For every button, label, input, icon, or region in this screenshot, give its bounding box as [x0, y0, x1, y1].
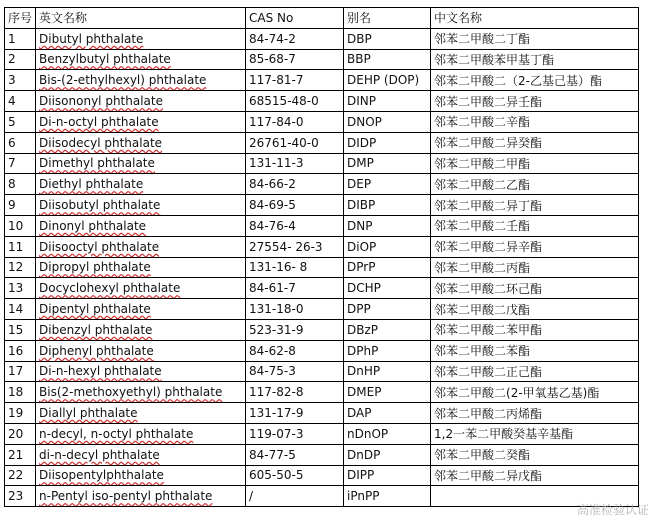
table-cell	[344, 49, 431, 70]
row-english-name: Diisobutyl phthalate	[39, 198, 161, 213]
table-cell	[431, 174, 639, 195]
table-cell	[36, 174, 246, 195]
row-english-name: Dimethyl phthalate	[39, 156, 155, 171]
table-row	[5, 132, 639, 153]
row-english-name: di-n-decyl phthalate	[39, 447, 160, 462]
table-cell	[431, 257, 639, 278]
row-alias: DMEP	[347, 385, 382, 400]
table-cell	[246, 174, 344, 195]
table-cell	[344, 403, 431, 424]
row-english-name: Diisopentylphthalate	[39, 468, 164, 483]
row-english-name: n-Pentyl iso-pentyl phthalate	[39, 489, 213, 504]
phthalate-table	[4, 7, 639, 507]
table-cell	[246, 215, 344, 236]
row-cas-no: 605-50-5	[249, 468, 304, 483]
table-cell	[36, 132, 246, 153]
row-alias: iPnPP	[347, 489, 380, 504]
table-cell	[36, 49, 246, 70]
table-cell	[431, 423, 639, 444]
table-row	[5, 299, 639, 320]
row-chinese-name: 邻苯二甲酸二甲酯	[434, 156, 531, 171]
table-cell	[246, 28, 344, 49]
row-chinese-name: 邻苯二甲酸二丁酯	[434, 32, 531, 47]
table-cell	[36, 257, 246, 278]
row-chinese-name: 邻苯二甲酸苯甲基丁酯	[434, 52, 555, 67]
table-cell	[5, 215, 36, 236]
table-cell	[5, 444, 36, 465]
table-cell	[36, 215, 246, 236]
table-cell	[431, 49, 639, 70]
row-chinese-name: 邻苯二甲酸二正己酯	[434, 364, 543, 379]
table-cell	[344, 91, 431, 112]
table-cell	[36, 444, 246, 465]
table-cell	[246, 465, 344, 486]
row-chinese-name: 1,2一苯二甲酸癸基辛基酯	[434, 427, 574, 442]
table-cell	[344, 382, 431, 403]
row-cas-no: 84-74-2	[249, 31, 296, 46]
row-index: 10	[8, 218, 24, 233]
row-chinese-name: 邻苯二甲酸二丙烯酯	[434, 406, 543, 421]
row-alias: DNP	[347, 218, 373, 233]
table-cell	[431, 70, 639, 91]
table-cell	[36, 382, 246, 403]
row-index: 11	[8, 239, 24, 254]
table-cell	[36, 28, 246, 49]
table-cell	[344, 423, 431, 444]
row-chinese-name: 邻苯二甲酸二异辛酯	[434, 240, 543, 255]
table-cell	[431, 403, 639, 424]
row-index: 12	[8, 260, 24, 275]
table-cell	[344, 28, 431, 49]
row-chinese-name: 邻苯二甲酸二丙酯	[434, 260, 531, 275]
row-alias: DPrP	[347, 260, 376, 275]
row-english-name: Diphenyl phthalate	[39, 343, 154, 358]
row-alias: nDnOP	[347, 426, 389, 441]
watermark-text: 高准检验认证	[576, 503, 649, 517]
row-alias: DIPP	[347, 468, 375, 483]
table-cell	[36, 340, 246, 361]
row-chinese-name: 邻苯二甲酸二环己酯	[434, 281, 543, 296]
table-cell	[5, 382, 36, 403]
table-cell	[431, 319, 639, 340]
row-cas-no: 84-75-3	[249, 364, 296, 379]
table-row	[5, 91, 639, 112]
table-row	[5, 70, 639, 91]
row-index: 5	[8, 114, 16, 129]
table-cell	[5, 70, 36, 91]
row-index: 1	[8, 31, 16, 46]
table-row	[5, 236, 639, 257]
table-cell	[344, 340, 431, 361]
table-row	[5, 195, 639, 216]
row-alias: DBP	[347, 31, 372, 46]
table-cell	[5, 299, 36, 320]
row-english-name: Dipropyl phthalate	[39, 260, 151, 275]
table-cell	[5, 132, 36, 153]
table-cell	[246, 49, 344, 70]
table-cell	[246, 340, 344, 361]
table-row	[5, 361, 639, 382]
row-chinese-name: 邻苯二甲酸二异戊酯	[434, 468, 543, 483]
table-cell	[431, 361, 639, 382]
row-cas-no: 131-17-9	[249, 406, 304, 421]
table-cell	[246, 70, 344, 91]
row-alias: DEHP (DOP)	[347, 73, 420, 88]
row-chinese-name: 邻苯二甲酸二(2-甲氧基乙基)酯	[434, 385, 600, 400]
table-cell	[36, 195, 246, 216]
row-index: 3	[8, 73, 16, 88]
table-cell	[5, 486, 36, 507]
table-cell	[344, 465, 431, 486]
row-english-name: Dibenzyl phthalate	[39, 322, 153, 337]
row-alias: BBP	[347, 52, 371, 67]
row-english-name: Bis(2-methoxyethyl) phthalate	[39, 385, 223, 400]
row-index: 7	[8, 156, 16, 171]
table-cell	[344, 299, 431, 320]
table-cell	[246, 361, 344, 382]
row-chinese-name: 邻苯二甲酸二乙酯	[434, 177, 531, 192]
table-cell	[36, 153, 246, 174]
table-row	[5, 153, 639, 174]
row-english-name: Diallyl phthalate	[39, 406, 138, 421]
row-cas-no: 84-69-5	[249, 198, 296, 213]
table-cell	[344, 486, 431, 507]
watermark	[577, 501, 649, 518]
table-cell	[344, 195, 431, 216]
table-cell	[5, 28, 36, 49]
row-cas-no: /	[249, 489, 254, 504]
row-index: 19	[8, 406, 24, 421]
table-cell	[246, 403, 344, 424]
row-cas-no: 27554- 26-3	[249, 239, 323, 254]
row-english-name: Dipentyl phthalate	[39, 302, 151, 317]
table-cell	[36, 319, 246, 340]
table-cell	[246, 195, 344, 216]
table-cell	[344, 319, 431, 340]
row-english-name: Di-n-octyl phthalate	[39, 114, 159, 129]
row-alias: DPhP	[347, 343, 379, 358]
table-cell	[246, 257, 344, 278]
table-cell	[344, 236, 431, 257]
row-alias: DiOP	[347, 239, 377, 254]
table-cell	[5, 195, 36, 216]
row-index: 6	[8, 135, 16, 150]
row-alias: DAP	[347, 406, 372, 421]
table-cell	[5, 236, 36, 257]
row-cas-no: 131-11-3	[249, 156, 304, 171]
row-chinese-name: 邻苯二甲酸二壬酯	[434, 219, 531, 234]
table-row	[5, 319, 639, 340]
row-english-name: Benzylbutyl phthalate	[39, 52, 171, 67]
table-row	[5, 444, 639, 465]
row-index: 2	[8, 52, 16, 67]
table-cell	[246, 91, 344, 112]
row-chinese-name: 邻苯二甲酸二异癸酯	[434, 136, 543, 151]
table-cell	[246, 132, 344, 153]
table-cell	[36, 486, 246, 507]
row-index: 20	[8, 426, 24, 441]
row-alias: DCHP	[347, 281, 381, 296]
table-row	[5, 465, 639, 486]
table-cell	[36, 361, 246, 382]
table-cell	[431, 278, 639, 299]
row-index: 14	[8, 302, 24, 317]
row-chinese-name: 邻苯二甲酸二辛酯	[434, 115, 531, 130]
table-cell	[431, 132, 639, 153]
table-cell	[36, 70, 246, 91]
table-cell	[431, 153, 639, 174]
table-cell	[344, 257, 431, 278]
header-alias: 别名	[344, 8, 431, 29]
table-cell	[36, 403, 246, 424]
table-cell	[5, 361, 36, 382]
row-alias: DINP	[347, 94, 377, 109]
row-chinese-name: 邻苯二甲酸二戊酯	[434, 302, 531, 317]
row-english-name: Bis-(2-ethylhexyl) phthalate	[39, 73, 207, 88]
row-index: 16	[8, 343, 24, 358]
table-row	[5, 174, 639, 195]
row-alias: DIBP	[347, 198, 376, 213]
table-cell	[5, 91, 36, 112]
table-cell	[431, 299, 639, 320]
table-cell	[431, 91, 639, 112]
row-english-name: Di-n-hexyl phthalate	[39, 364, 162, 379]
row-chinese-name: 邻苯二甲酸二异丁酯	[434, 198, 543, 213]
table-cell	[431, 236, 639, 257]
table-cell	[246, 236, 344, 257]
table-cell	[36, 299, 246, 320]
table-cell	[431, 28, 639, 49]
table-row	[5, 28, 639, 49]
table-cell	[5, 257, 36, 278]
table-cell	[5, 278, 36, 299]
row-alias: DnDP	[347, 447, 381, 462]
row-english-name: Dinonyl phthalate	[39, 218, 147, 233]
table-cell	[36, 236, 246, 257]
table-cell	[36, 91, 246, 112]
table-cell	[36, 278, 246, 299]
table-cell	[5, 340, 36, 361]
row-cas-no: 131-16- 8	[249, 260, 308, 275]
row-index: 22	[8, 468, 24, 483]
row-index: 15	[8, 322, 24, 337]
table-cell	[246, 153, 344, 174]
row-cas-no: 84-77-5	[249, 447, 296, 462]
row-alias: DEP	[347, 177, 372, 192]
header-cas-no: CAS No	[246, 8, 344, 29]
row-english-name: Diisononyl phthalate	[39, 94, 163, 109]
table-cell	[5, 403, 36, 424]
row-english-name: Diisodecyl phthalate	[39, 135, 163, 150]
row-index: 13	[8, 281, 24, 296]
row-cas-no: 117-81-7	[249, 73, 304, 88]
header-chinese-name: 中文名称	[431, 8, 639, 29]
table-cell	[246, 382, 344, 403]
table-cell	[344, 132, 431, 153]
row-cas-no: 85-68-7	[249, 52, 296, 67]
table-cell	[5, 423, 36, 444]
table-cell	[5, 465, 36, 486]
row-alias: DIDP	[347, 135, 377, 150]
row-cas-no: 119-07-3	[249, 426, 304, 441]
table-cell	[246, 423, 344, 444]
row-cas-no: 523-31-9	[249, 322, 304, 337]
table-row	[5, 278, 639, 299]
table-cell	[36, 423, 246, 444]
table-cell	[5, 111, 36, 132]
header-index: 序号	[5, 8, 36, 29]
table-cell	[36, 111, 246, 132]
row-chinese-name: 邻苯二甲酸二苯酯	[434, 344, 531, 359]
row-index: 9	[8, 198, 16, 213]
table-cell	[246, 278, 344, 299]
table-cell	[344, 215, 431, 236]
row-cas-no: 117-82-8	[249, 385, 304, 400]
header-english-name: 英文名称	[36, 8, 246, 29]
table-cell	[246, 444, 344, 465]
table-cell	[5, 174, 36, 195]
table-row	[5, 215, 639, 236]
row-alias: DNOP	[347, 114, 382, 129]
table-cell	[5, 49, 36, 70]
row-cas-no: 84-66-2	[249, 177, 296, 192]
row-cas-no: 84-61-7	[249, 281, 296, 296]
row-cas-no: 68515-48-0	[249, 94, 319, 109]
row-cas-no: 117-84-0	[249, 114, 304, 129]
row-index: 17	[8, 364, 24, 379]
table-row	[5, 257, 639, 278]
table-cell	[431, 111, 639, 132]
table-cell	[431, 465, 639, 486]
header-row	[5, 8, 639, 29]
table-cell	[246, 486, 344, 507]
table-cell	[246, 111, 344, 132]
table-row	[5, 111, 639, 132]
row-cas-no: 84-76-4	[249, 218, 296, 233]
row-index: 23	[8, 489, 24, 504]
table-cell	[431, 444, 639, 465]
table-cell	[344, 278, 431, 299]
row-english-name: Dibutyl phthalate	[39, 31, 144, 46]
row-english-name: Docyclohexyl phthalate	[39, 281, 181, 296]
row-cas-no: 26761-40-0	[249, 135, 319, 150]
table-cell	[344, 153, 431, 174]
row-cas-no: 84-62-8	[249, 343, 296, 358]
table-cell	[431, 195, 639, 216]
row-alias: DnHP	[347, 364, 381, 379]
table-row	[5, 486, 639, 507]
table-cell	[344, 111, 431, 132]
row-alias: DMP	[347, 156, 374, 171]
table-cell	[431, 340, 639, 361]
row-chinese-name: 邻苯二甲酸二（2-乙基己基）酯	[434, 73, 602, 88]
table-row	[5, 403, 639, 424]
row-alias: DBzP	[347, 322, 379, 337]
table-cell	[246, 299, 344, 320]
table-cell	[344, 174, 431, 195]
table-row	[5, 49, 639, 70]
row-chinese-name: 邻苯二甲酸二苯甲酯	[434, 323, 543, 338]
table-row	[5, 382, 639, 403]
table-cell	[36, 465, 246, 486]
table-row	[5, 340, 639, 361]
row-index: 8	[8, 177, 16, 192]
row-english-name: Diethyl phthalate	[39, 177, 144, 192]
row-index: 4	[8, 94, 16, 109]
row-english-name: Diisooctyl phthalate	[39, 239, 160, 254]
table-cell	[344, 70, 431, 91]
table-cell	[246, 319, 344, 340]
table-cell	[5, 319, 36, 340]
row-alias: DPP	[347, 302, 371, 317]
row-chinese-name: 邻苯二甲酸二癸酯	[434, 448, 531, 463]
table-cell	[431, 215, 639, 236]
table-cell	[344, 444, 431, 465]
row-chinese-name: 邻苯二甲酸二异壬酯	[434, 94, 543, 109]
row-index: 18	[8, 385, 24, 400]
table-cell	[5, 153, 36, 174]
table-cell	[431, 382, 639, 403]
row-english-name: n-decyl, n-octyl phthalate	[39, 426, 194, 441]
table-row	[5, 423, 639, 444]
row-index: 21	[8, 447, 24, 462]
row-cas-no: 131-18-0	[249, 302, 304, 317]
table-cell	[344, 361, 431, 382]
